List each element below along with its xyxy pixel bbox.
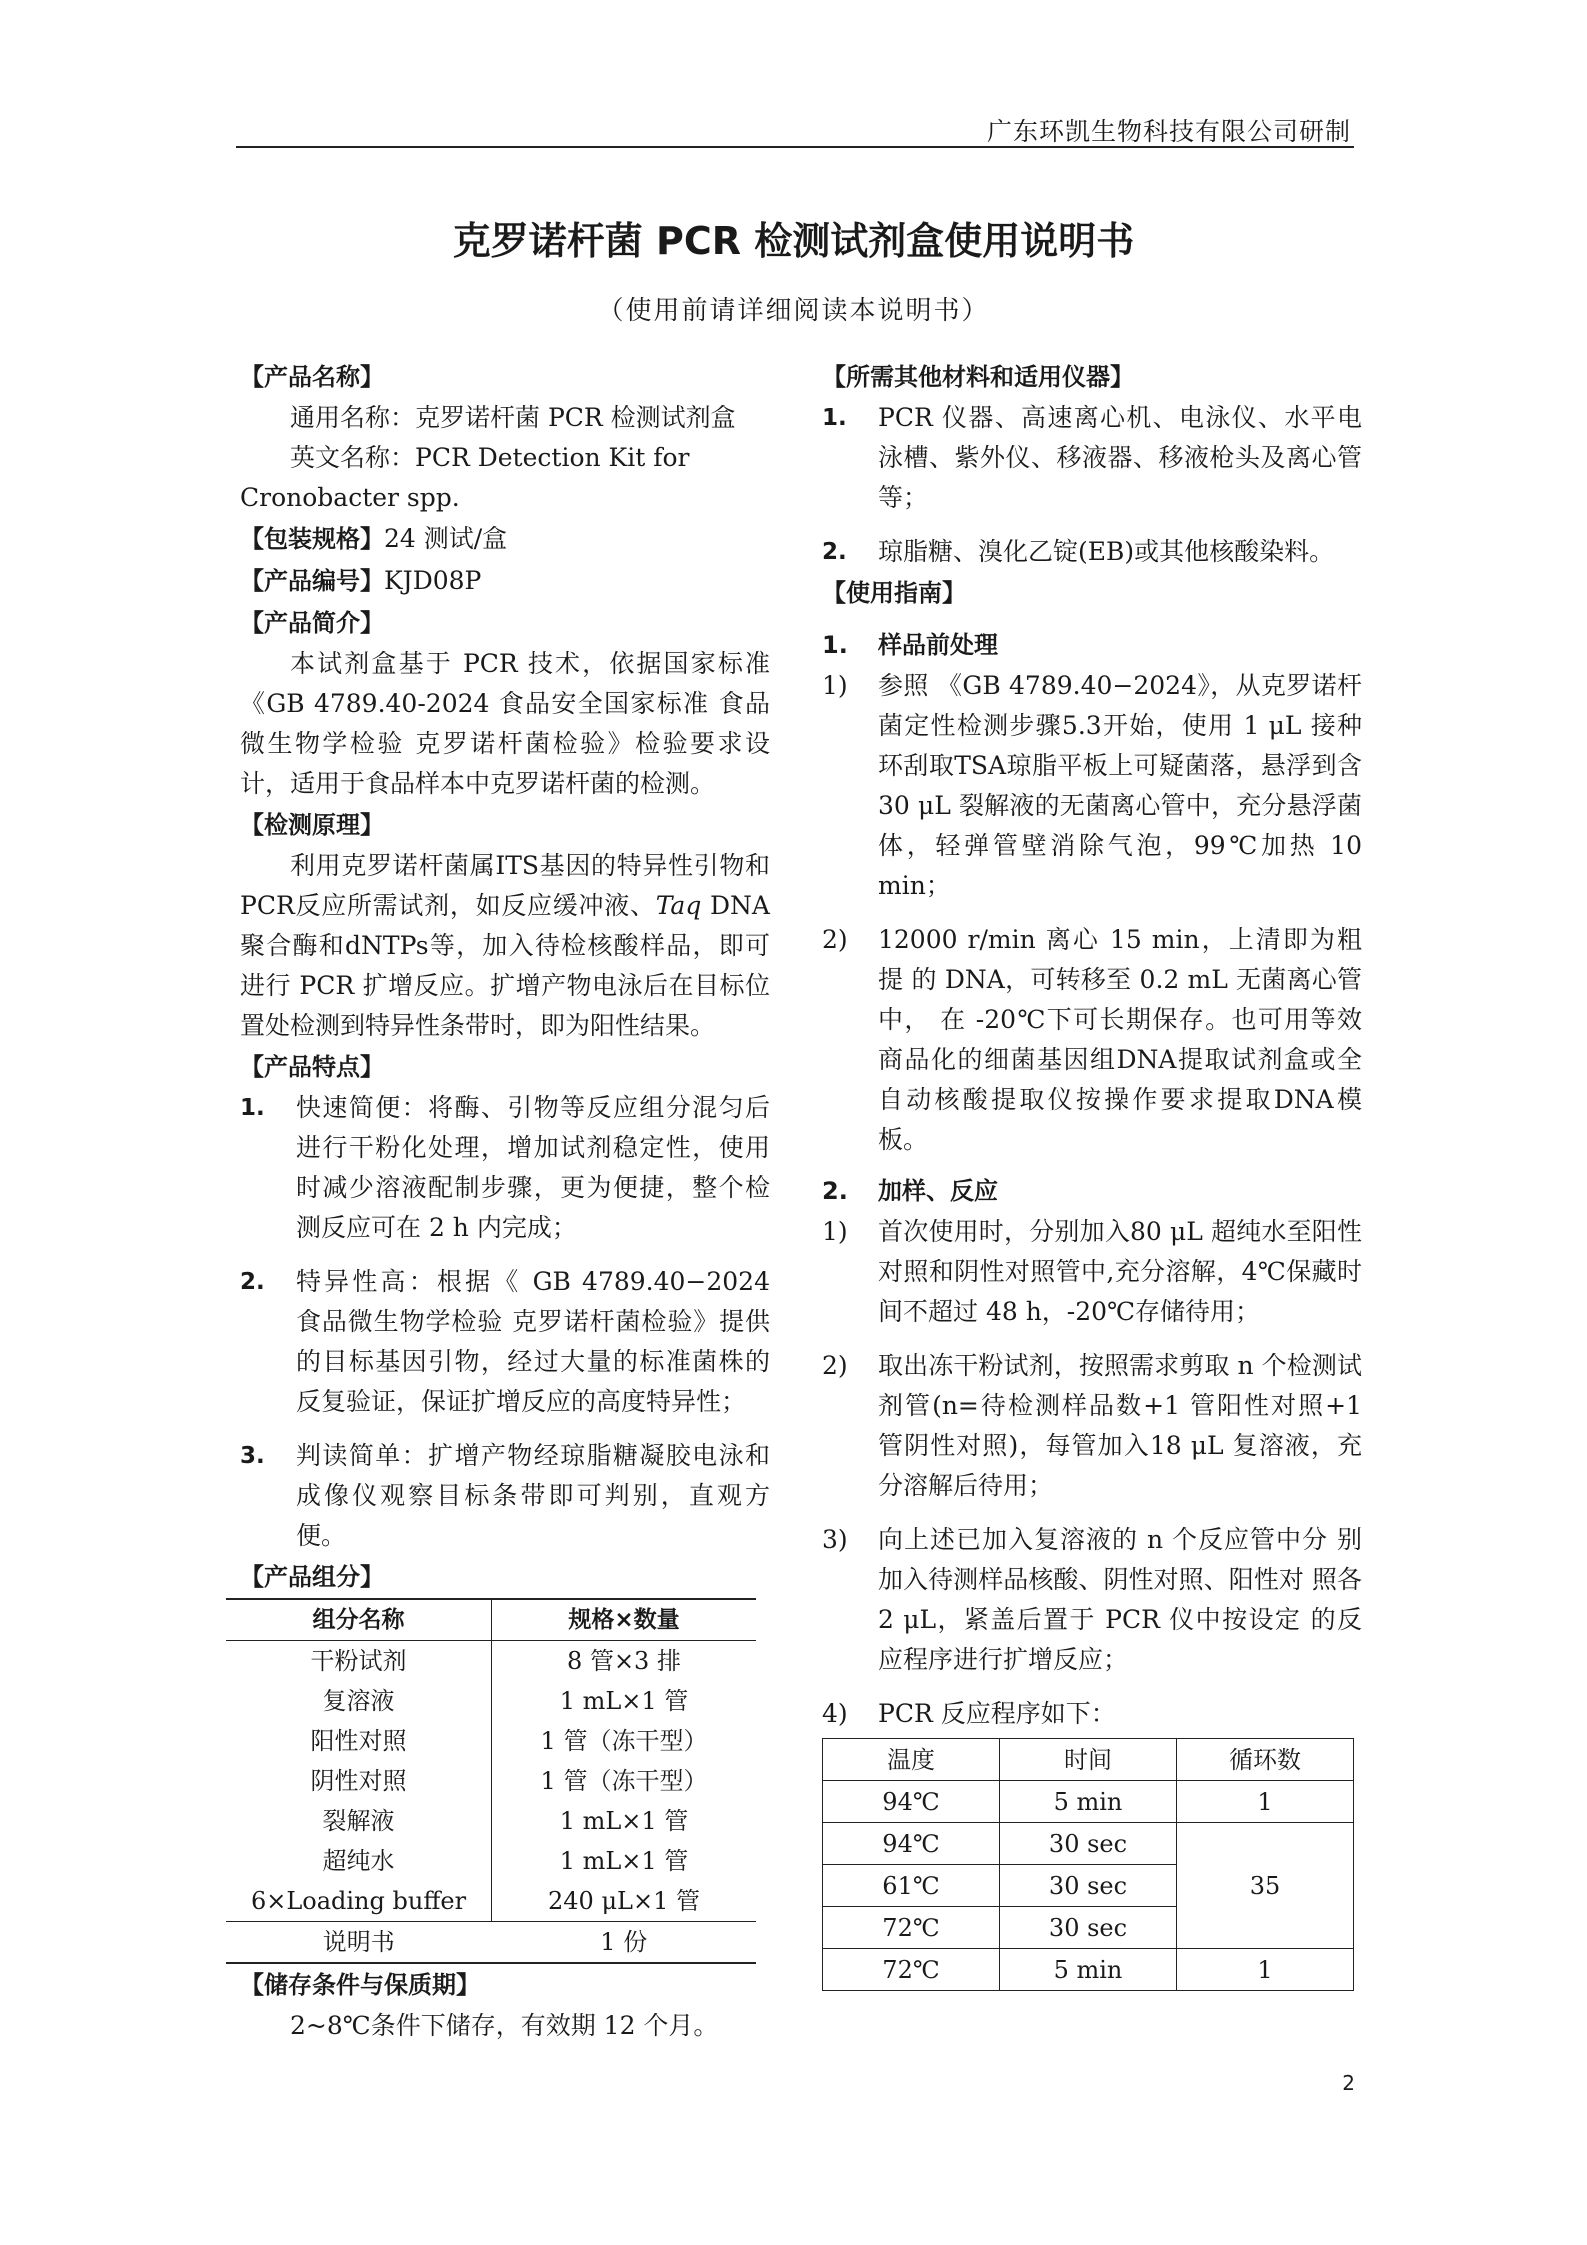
english-name-line1: 英文名称：PCR Detection Kit for — [290, 443, 690, 472]
component-spec: 1 管（冻干型） — [540, 1767, 708, 1795]
component-name: 裂解液 — [226, 1801, 492, 1841]
component-name: 说明书 — [226, 1922, 492, 1964]
step2-item — [822, 1212, 1362, 1332]
step2-item — [822, 1694, 1362, 1734]
item-number: 2) — [822, 1351, 848, 1380]
step1-item — [822, 920, 1362, 1160]
feature-number: 1. — [240, 1095, 265, 1121]
component-spec: 1 mL×1 管 — [559, 1687, 689, 1715]
temp-cell: 94℃ — [823, 1823, 1000, 1865]
left-column — [240, 356, 770, 2046]
item-number: 4) — [822, 1699, 848, 1728]
temp-cell: 94℃ — [823, 1781, 1000, 1823]
feature-text: 判读简单：扩增产物经琼脂糖凝胶电泳和成像仪观察目标条带即可判别，直观方便。 — [296, 1441, 770, 1550]
item-text: 12000 r/min 离心 15 min，上清即为粗提 的 DNA，可转移至 0.2 mL 无菌离心管中， 在 -20℃下可长期保存。也可用等效商品化的细菌基因组DNA提取试剂盒或全自动核酸提取仪按操作要求提取DNA模板。 — [878, 925, 1362, 1154]
step1-item — [822, 666, 1362, 906]
principle-text — [240, 846, 770, 1046]
item-number: 3) — [822, 1525, 848, 1554]
table-header-row — [823, 1739, 1354, 1781]
col-header-name: 组分名称 — [226, 1599, 492, 1641]
table-row — [823, 1781, 1354, 1823]
step2-item — [822, 1346, 1362, 1506]
col-header-time: 时间 — [1000, 1739, 1177, 1781]
table-row — [226, 1681, 756, 1721]
material-text: 琼脂糖、溴化乙锭(EB)或其他核酸染料。 — [878, 537, 1335, 566]
table-row — [823, 1949, 1354, 1991]
component-name: 6×Loading buffer — [226, 1881, 492, 1922]
component-name: 阴性对照 — [226, 1761, 492, 1801]
time-cell: 30 sec — [1000, 1865, 1177, 1907]
materials-heading: 【所需其他材料和适用仪器】 — [822, 363, 1134, 391]
component-spec: 240 μL×1 管 — [548, 1887, 700, 1915]
time-cell: 5 min — [1000, 1781, 1177, 1823]
step2-item — [822, 1520, 1362, 1680]
pcr-program-table — [822, 1738, 1354, 1991]
component-name: 复溶液 — [226, 1681, 492, 1721]
material-item — [822, 532, 1362, 572]
item-text: 向上述已加入复溶液的 n 个反应管中分 别加入待测样品核酸、阴性对照、阳性对 照各 2 μL，紧盖后置于 PCR 仪中按设定 的反应程序进行扩增反应； — [878, 1525, 1362, 1674]
step1-heading — [822, 624, 1362, 666]
time-cell: 30 sec — [1000, 1907, 1177, 1949]
step1-title: 样品前处理 — [878, 631, 998, 659]
table-row — [823, 1823, 1354, 1865]
component-spec: 8 管×3 排 — [567, 1647, 681, 1675]
feature-item — [240, 1262, 770, 1422]
table-row — [226, 1922, 756, 1964]
components-table — [226, 1598, 756, 1964]
component-spec: 1 份 — [492, 1922, 757, 1964]
principle-text-part2: DNA聚合酶和dNTPs等，加入待检核酸样品，即可进行 PCR 扩增反应。扩增产物电泳后在目标位置处检测到特异性条带时，即为阳性结果。 — [240, 891, 770, 1040]
header-rule — [236, 146, 1354, 148]
component-name: 干粉试剂 — [226, 1641, 492, 1682]
product-name-heading: 【产品名称】 — [240, 363, 384, 391]
feature-text: 特异性高：根据《 GB 4789.40−2024 食品微生物学检验 克罗诺杆菌检验》提供的目标基因引物，经过大量的标准菌株的反复验证，保证扩增反应的高度特异性； — [296, 1267, 770, 1416]
common-name: 通用名称：克罗诺杆菌 PCR 检测试剂盒 — [290, 403, 736, 432]
component-name: 阳性对照 — [226, 1721, 492, 1761]
guide-heading: 【使用指南】 — [822, 579, 966, 607]
product-code-value: KJD08P — [384, 566, 482, 595]
item-number: 1) — [822, 671, 848, 700]
principle-taq: Taq — [655, 891, 702, 920]
step1-number: 1. — [822, 631, 848, 659]
feature-item — [240, 1088, 770, 1248]
temp-cell: 72℃ — [823, 1949, 1000, 1991]
document-subtitle: （使用前请详细阅读本说明书） — [597, 296, 990, 326]
item-text: 取出冻干粉试剂，按照需求剪取 n 个检测试剂管(n=待检测样品数+1 管阳性对照+1 管阴性对照)，每管加入18 μL 复溶液，充分溶解后待用； — [878, 1351, 1362, 1500]
component-spec: 1 mL×1 管 — [559, 1847, 689, 1875]
material-item — [822, 398, 1362, 518]
table-row — [226, 1881, 756, 1922]
item-text: 参照 《GB 4789.40−2024》，从克罗诺杆菌定性检测步骤5.3开始，使用 1 μL 接种环刮取TSA琼脂平板上可疑菌落，悬浮到含 30 μL 裂解液的无菌离心管中，充分悬浮菌体，轻弹管壁消除气泡，99℃加热 10 min； — [878, 671, 1362, 900]
time-cell: 30 sec — [1000, 1823, 1177, 1865]
principle-heading: 【检测原理】 — [240, 811, 384, 839]
material-text: PCR 仪器、高速离心机、电泳仪、水平电泳槽、紫外仪、移液器、移液枪头及离心管等； — [878, 403, 1362, 512]
product-code-row — [240, 560, 770, 602]
item-number: 2) — [822, 925, 848, 954]
col-header-cycles: 循环数 — [1177, 1739, 1354, 1781]
component-name: 超纯水 — [226, 1841, 492, 1881]
item-text: 首次使用时，分别加入80 μL 超纯水至阳性对照和阴性对照管中,充分溶解，4℃保藏时间不超过 48 h，-20℃存储待用； — [878, 1217, 1362, 1326]
intro-text: 本试剂盒基于 PCR 技术，依据国家标准《GB 4789.40-2024 食品安全国家标准 食品微生物学检验 克罗诺杆菌检验》检验要求设计，适用于食品样本中克罗诺杆菌的检测。 — [240, 649, 770, 798]
package-heading: 【包装规格】 — [240, 525, 384, 553]
cycles-cell: 1 — [1177, 1949, 1354, 1991]
table-row — [226, 1761, 756, 1801]
feature-item — [240, 1436, 770, 1556]
item-text: PCR 反应程序如下： — [878, 1699, 1116, 1728]
header-company: 广东环凯生物科技有限公司研制 — [986, 117, 1351, 146]
cycles-cell: 35 — [1177, 1823, 1354, 1949]
components-heading: 【产品组分】 — [240, 1563, 384, 1591]
product-code-heading: 【产品编号】 — [240, 567, 384, 595]
table-row — [226, 1801, 756, 1841]
feature-number: 2. — [240, 1269, 265, 1295]
material-number: 2. — [822, 539, 847, 565]
col-header-spec: 规格×数量 — [492, 1599, 757, 1641]
temp-cell: 61℃ — [823, 1865, 1000, 1907]
feature-number: 3. — [240, 1443, 265, 1469]
temp-cell: 72℃ — [823, 1907, 1000, 1949]
features-heading: 【产品特点】 — [240, 1053, 384, 1081]
step2-number: 2. — [822, 1177, 848, 1205]
right-column — [822, 356, 1362, 1991]
time-cell: 5 min — [1000, 1949, 1177, 1991]
storage-text: 2~8℃条件下储存，有效期 12 个月。 — [290, 2011, 719, 2040]
cycles-cell: 1 — [1177, 1781, 1354, 1823]
english-name-line2: Cronobacter spp. — [240, 483, 460, 512]
step2-heading — [822, 1170, 1362, 1212]
page-number: 2 — [1342, 2071, 1355, 2095]
package-value: 24 测试/盒 — [384, 524, 508, 553]
table-header-row — [226, 1599, 756, 1641]
intro-heading: 【产品简介】 — [240, 609, 384, 637]
col-header-temp: 温度 — [823, 1739, 1000, 1781]
step2-title: 加样、反应 — [878, 1177, 998, 1205]
table-row — [226, 1641, 756, 1682]
table-row — [226, 1841, 756, 1881]
storage-heading: 【储存条件与保质期】 — [240, 1971, 480, 1999]
document-title: 克罗诺杆菌 PCR 检测试剂盒使用说明书 — [452, 219, 1135, 263]
component-spec: 1 mL×1 管 — [559, 1807, 689, 1835]
component-spec: 1 管（冻干型） — [540, 1727, 708, 1755]
item-number: 1) — [822, 1217, 848, 1246]
material-number: 1. — [822, 405, 847, 431]
table-row — [226, 1721, 756, 1761]
package-row — [240, 518, 770, 560]
principle-text-part1: 利用克罗诺杆菌属ITS基因的特异性引物和PCR反应所需试剂，如反应缓冲液、 — [240, 851, 770, 920]
feature-text: 快速简便：将酶、引物等反应组分混匀后进行干粉化处理，增加试剂稳定性，使用时减少溶液配制步骤，更为便捷，整个检测反应可在 2 h 内完成； — [296, 1093, 770, 1242]
